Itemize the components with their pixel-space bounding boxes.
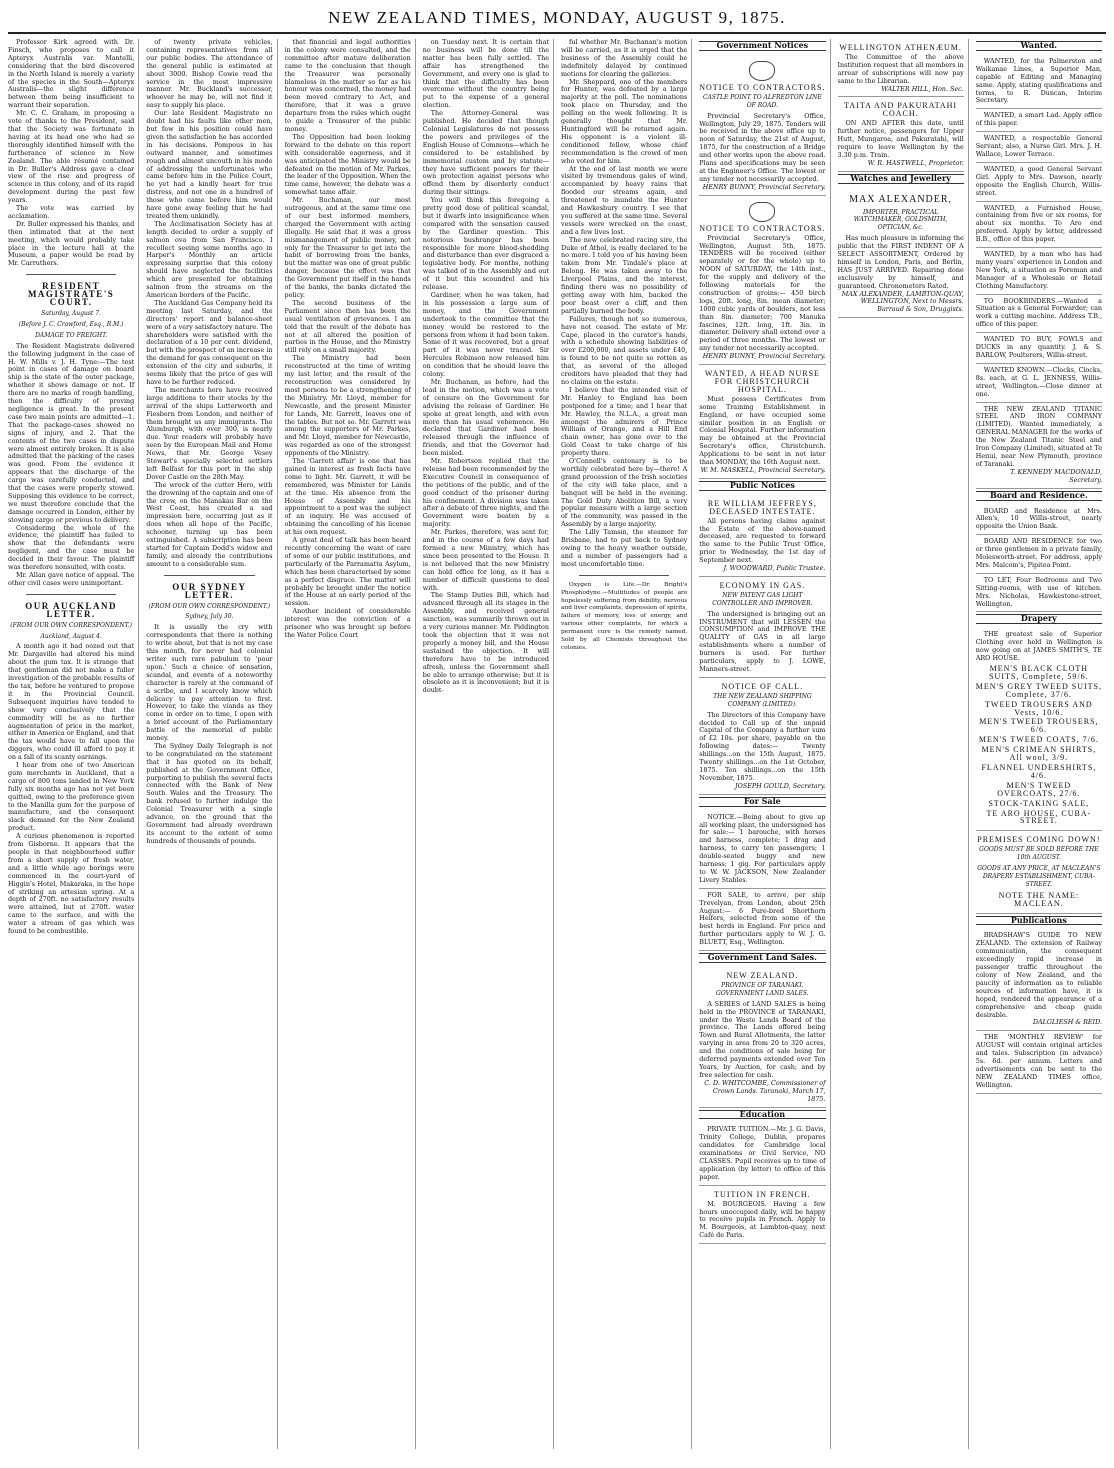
advertisement <box>699 889 825 951</box>
ad-body: FOR SALE, to arrive, per ship Trevelyan, from London, about 25th August:— 6 Pure-bred Shorthorn Heifers, selected from some of the best herds in England. For price and further particulars apply to W. J. G. BLUETT, Esq., Wellington. <box>699 890 826 947</box>
classified-ad <box>976 535 1102 574</box>
ad-item: MEN'S TWEED TROUSERS, 6/6. <box>979 717 1099 735</box>
ad-body: Must possess Certificates from some Training Establishment in England, or have occupied some similar position in an English or Colonial Hospital. Further information may be obtained at the Provincial Secretary's office, Christchurch. Applications to be sent in not later than MONDAY, the 16th August next. <box>699 394 826 467</box>
article-paragraph: The Attorney-General was published. He decided that though Colonial Legislatures do not possess the powers and privileges of the English House of Commons—which he considered to be established by immemorial custom and by statute—they have sufficient powers for their own protection against persons who offend them by disorderly conduct during their sittings. <box>422 109 549 197</box>
article-paragraph: Professor Kirk agreed with Dr. Finsch, who proposes to call it Apteryx Australis var. Mantelli, considering that the bird discovered in the North Island is merely a variety of the species in the South—Apteryx Australis—the slight difference between them being insufficient to warrant their separation. <box>8 39 135 110</box>
ad-title: NOTICE TO CONTRACTORS. <box>699 82 826 92</box>
article-paragraph: of twenty private vehicles, containing representatives from all our public bodies. The attendance of the general public is estimated at about 3000. Bishop Cowie read the service in the most impressive manner. Mr. Buckland's successor, whoever he may be, will not find it easy to supply his place. <box>146 39 273 110</box>
ad-body: The Committee of the above Institution request that all members in arrear of subscriptions will now pay same to the Librarian. <box>837 52 964 85</box>
ad-body: WANTED, for the Palmerston and Waikanae Lines, a Superior Man, capable of Editing and Managing same. Apply, stating qualifications and terms, to R. Duncan, Interim Secretary. <box>975 56 1102 105</box>
classified-ad <box>976 333 1102 364</box>
section-heading-government-notices: Government Notices <box>699 41 825 51</box>
divider <box>579 575 669 576</box>
classified-ad <box>976 403 1102 489</box>
ad-signature: HENRY BUNNY, Provincial Secretary. <box>702 182 826 191</box>
ad-title: WANTED, A HEAD NURSE FOR CHRISTCHURCH HOSPITAL. <box>704 369 820 394</box>
dateline: (Before J. C. Crawford, Esq., R.M.) <box>18 320 124 328</box>
ad-item: MEN'S TWEED COATS, 7/6. <box>978 735 1099 745</box>
classified-ad <box>976 364 1102 403</box>
ad-signature: W. R. HASTWELL, Proprietor. <box>867 158 964 167</box>
advertisement <box>699 811 825 889</box>
advertisement <box>838 39 964 97</box>
ad-subtitle: NEW PATENT GAS LIGHT CONTROLLER AND IMPROVER. <box>712 591 813 607</box>
article-paragraph: Failures, though not so numerous, have not ceased. The estate of Mr. Cape, placed in the curator's hands, with a schedule showing liabilities of over £200,000, and assets under £40, is found to be not quite so rotten as that, as several of the alleged creditors have pleaded that they had no claims on the estate. <box>561 314 688 386</box>
columns <box>8 39 1106 1449</box>
section-heading: OUR AUCKLAND LETTER. <box>25 600 117 619</box>
ad-body: ON AND AFTER this date, until further notice, passengers for Upper Hutt, Mungaroa, and Pakuratahi, will require to leave Wellington by the 3.30 p.m. Train. <box>837 119 964 159</box>
ad-body: BOARD and Residence at Mrs. Allen's, 10 Willis-street, nearly opposite the Union Bank. <box>975 506 1102 531</box>
ad-title: NEW ZEALAND. <box>726 971 799 980</box>
column-4 <box>423 39 554 1449</box>
ad-body: A SERIES of LAND SALES is being held in the PROVINCE of TARANAKI, under the Waste Lands Board of the province. The Lands offered being Town and Rural Allotments, the latter varying in area from 20 to 320 acres, and the conditions of sale being for deferred payments extended over Ten Years, by Auction, for cash; and by free selection for cash. <box>699 999 826 1079</box>
section-heading-education: Education <box>699 1110 825 1120</box>
article-paragraph: The Acclimatisation Society has at length decided to order a supply of salmon ova from San Francisco. I recollect seeing some months ago in Harper's Monthly an article expressing surprise that this colony should have neglected the facilities which are presented for obtaining salmon from the streams on the American borders of the Pacific. <box>146 219 273 299</box>
ad-body: THE greatest sale of Superior Clothing ever held in Wellington is now going on at JAMES SMITH'S, TE ARO HOUSE. <box>975 630 1102 663</box>
ad-subtitle: PROVINCE OF TARANAKI. GOVERNMENT LAND SALES. <box>716 981 809 997</box>
ad-body: THE 'MONTHLY REVIEW' for AUGUST will contain original articles and tales. Subscription (in advance) 5s. 6d. per annum. Letters and advertisements can be sent to the NEW ZEALAND TIMES office, Wellington. <box>975 1033 1102 1089</box>
article-paragraph: Another incident of considerable interest was the conviction of a prisoner who was brought up before the Water Police Court <box>284 607 411 639</box>
section-heading: RESIDENT MAGISTRATE'S COURT. <box>27 281 115 308</box>
ad-body: WANTED, a smart Lad. Apply office of this paper. <box>975 111 1102 128</box>
ad-body: GOODS MUST BE SOLD BEFORE THE 10th AUGUST. <box>979 846 1099 862</box>
column-3 <box>285 39 416 1449</box>
article-paragraph: The Opposition had been looking forward to the debate on this report with considerable eagerness, and it was anticipated the Ministry would be defeated on the motion of Mr. Parkes, the leader of the Opposition. When the time came, however, the debate was a somewhat tame affair. <box>284 132 411 197</box>
ad-signature: JOSEPH GOULD, Secretary. <box>735 781 826 790</box>
ad-body: Has much pleasure in informing the public that the FIRST INDENT OF A SELECT ASSORTMENT, Ordered by himself in London, Paris, and Berlin, HAS JUST ARRIVED. Repairing done exclusively by himself, and guaranteed. Chronometers Rated. <box>837 234 964 290</box>
article-paragraph: ful whether Mr. Buchanan's motion will be carried, as it is urged that the business of the Assembly could be indefinitely delayed by continued motions for clearing the galleries. <box>561 39 688 78</box>
ad-title: ECONOMY IN GAS. <box>719 580 806 590</box>
ad-body: TO LET, Four Bedrooms and Two Sitting-rooms, with use of kitchen. Mrs. Nicholas, Hawkestone-street, Wellington. <box>975 575 1102 608</box>
byline: (FROM OUR OWN CORRESPONDENT.) <box>10 621 132 629</box>
section-heading-publications: Publications <box>976 916 1102 926</box>
article-paragraph: The Stamp Duties Bill, which had advanced through all its stages in the Assembly, and received general sanction, was summarily thrown out in a very curious manner. Mr. Piddington took the objection that it was not properly a money bill, and the House sustained the objection. It will therefore have to be introduced afresh, unless the Government shall be able to arrange otherwise; but it is obsolete as it is inconvenient; but it is doubt- <box>422 591 549 695</box>
advertisement <box>699 577 825 678</box>
section-heading-watches: Watches and Jewellery <box>838 174 964 184</box>
ad-title: TAITA AND PAKURATAHI COACH. <box>844 101 958 119</box>
ad-body: THE NEW ZEALAND TITANIC STEEL AND IRON COMPANY (LIMITED). Wanted immediately, a GENERAL MANAGER for the works of the New Zealand Titanic Steel and Iron Company (Limited), situated at Te Henui, near New Plymouth, province of Taranaki. <box>975 404 1102 468</box>
advertisement <box>699 967 825 1108</box>
ad-note: NOTE THE NAME: MACLEAN. <box>998 890 1080 908</box>
classified-ad <box>976 295 1102 334</box>
advertisement <box>699 1186 825 1244</box>
publication-ad <box>976 1031 1102 1093</box>
article-paragraph: The 'Garrett affair' is one that has gained in interest as fresh facts have come to light. Mr. Garrett, it will be remembered, was Minister for Lands at the time. His absence from the House of Assembly and his appointment to a post was the subject of an inquiry. He was accused of obtaining the cancelling of his license at his own request. <box>284 457 411 537</box>
ad-signature: HENRY BUNNY, Provincial Secretary. <box>702 352 826 361</box>
ad-body: WANTED, a good General Servant Girl. Apply to Mrs. Dawson, nearly opposite the English Church, Willis-street. <box>975 164 1102 197</box>
advertisement <box>699 1123 825 1185</box>
column-6b <box>838 39 969 1449</box>
article-paragraph: Mr. Allan gave notice of appeal. The other civil cases were unimportant. <box>8 571 135 587</box>
classified-ad <box>976 574 1102 613</box>
ad-body: GOODS AT ANY PRICE, AT MACLEAN'S DRAPERY ESTABLISHMENT, CUBA-STREET. <box>977 865 1101 888</box>
article-paragraph: Dr. Buller expressed his thanks, and then intimated that at the next meeting, which would probably take place in the lecture hall at the Museum, a paper would be read by Mr. Carruthers. <box>8 219 135 268</box>
ad-body: Provincial Secretary's Office, Wellington, August 5th, 1875. TENDERS will be received (either separately or for the whole) up to NOON of SATURDAY, the 14th inst., for the supply and delivery of the following materials for the construction of groins:— 450 birch logs, 20ft. long, 8in. mean diameter; 1000 cubic yards of boulders, not less than 8in. diameter; 700 Manuka fascines, 12ft. long, 1ft. 3in. in diameter. Delivery shall extend over a period of three months. The lowest or any tender not necessarily accepted. <box>699 233 826 353</box>
ad-body: BOARD AND RESIDENCE for two or three gentlemen in a private family, Molesworth-street. For address, apply Mrs. Malcom's, Pipitea Point. <box>975 537 1102 569</box>
divider <box>164 575 254 576</box>
ad-body: WANTED, a Furnished House, containing from five or six rooms, for about six months. To Aro end preferred. Apply by letter, addressed B.B., office of this paper. <box>975 203 1102 244</box>
article-paragraph: Mr. Robertson replied that the release had been recommended by the Executive Council in consequence of the petitions of the public, and of the good conduct of the prisoner during his confinement. A division was taken after a debate of three nights, and the Government were beaten by a majority. <box>422 457 549 529</box>
article-paragraph: A month ago it had oozed out that Mr. Dargaville had altered his mind about the gum tax. It is strange that that gentleman did not make a fuller investigation of the probable results of the tax, before he ventured to propose it in the Provincial Council. Subsequent inquiries have tended to show very conclusively that the commodity will be as no further augmentation of price in the market, either in America or England, and that the tax would have to fall upon the diggers, who could ill afford to pay it on a fall of its scanty earnings. <box>8 642 135 762</box>
ad-item: MEN'S CRIMEAN SHIRTS, All wool, 3/9. <box>981 745 1097 763</box>
section-heading-land-sales: Government Land Sales. <box>699 953 825 963</box>
advertisement <box>699 55 825 196</box>
divider <box>26 274 116 275</box>
ad-title: NOTICE TO CONTRACTORS. <box>699 223 826 233</box>
classified-ad <box>976 132 1102 163</box>
ad-signature: W. M. MASKELL, Provincial Secretary. <box>700 465 826 474</box>
advertisement-note: Oxygen is Life.—Dr. Bright's Phosphodyne.—Multitudes of people are hopelessly suffering from debility, nervous and liver complaints, depression of spirits, failure of memory, loss of energy, and various other complaints, for which a permanent cure is the remedy named. Sold by all Chemists throughout the colonies. <box>561 581 688 651</box>
ad-body: All persons having claims against the Estate of the above-named deceased, are requested to forward the same to the Public Trust Office, prior to Wednesday, the 1st day of September next. <box>699 516 826 565</box>
ad-title: TUITION IN FRENCH. <box>714 1189 811 1199</box>
article-paragraph: Mr. Buchanan, our most outrageous, and at the same time one of our best informed members, charged the Government with acting illegally. He said that it was a gross mismanagement of public money, not only for the Treasurer to get into the habit of borrowing from the banks, but the matter was one of great public danger, because the effect was that the Government put itself in the hands of the banks, the banks dictated the policy. <box>284 196 411 299</box>
article-paragraph: Considering the whole of the evidence, the plaintiff has failed to show that the defendants were negligent, and the case must be decided in their favour. The plaintiff was therefore nonsuited, with costs. <box>8 523 135 572</box>
dateline: Sydney, July 30. <box>185 613 234 621</box>
classified-ad <box>976 248 1102 295</box>
article-paragraph: A great deal of talk has been heard recently concerning the want of care of some of our public institutions, and particularly of the Parramatta Asylum, which has been characterised by some as a perfect disgrace. The matter will probably be brought under the notice of the House at an early period of the session. <box>284 536 411 608</box>
article-paragraph: At the end of last month we were visited by tremendous gales of wind, accompanied by heavy rains that flooded our streams again, and threatened to inundate the Hunter and Hawkesbury country. I see that you suffered at the same time. Several vessels were wrecked on the coast, and a few lives lost. <box>561 164 688 236</box>
article-paragraph: It is usually the cry with correspondents that there is nothing to write about, but that is not my case this month, for never had colonial writer such rare pabulum to 'pour upon.' Such a choice of sensation, scandal, and events of a noteworthy character is rarely at the command of a scribe, and I scarcely know which delicacy to pay attention to first. However, to take the viands as they come in order on to time, I open with a brief account of the Parliamentary battle of the memorial of public money. <box>146 623 273 743</box>
newspaper-page <box>8 6 1106 1454</box>
royal-crest-icon <box>749 202 775 222</box>
article-paragraph: The Lilly Tamsin, the steamer for Brisbane, had to put back to Sydney owing to the heavy weather outside, and a number of passengers had a most uncomfortable time. <box>561 528 688 568</box>
section-heading-wanted: Wanted. <box>976 41 1102 51</box>
ad-title: MAX ALEXANDER, <box>849 193 953 205</box>
ad-item: MEN'S GREY TWEED SUITS, Complete, 37/6. <box>975 681 1102 699</box>
article-paragraph: You will think this foregoing a pretty good dose of political scandal, but it dwarfs into insignificance when compared with the sensation caused by the Gardiner question. This notorious bushranger has been responsible for more blood-shedding and disturbance than ever disgraced a legislative body. For months, nothing was talked of in the Assembly and out of it but this scoundrel and his release. <box>422 196 549 292</box>
section-heading-public-notices: Public Notices <box>699 481 825 491</box>
ad-body: Provincial Secretary's Office, Wellington, July 29, 1875. Tenders will be received in the above office up to noon of Saturday, the 21st of August, 1875, for the construction of a Bridge and other works upon the above road. Plans and specifications may be seen at the Engineer's Office. The lowest or any tender not necessarily accepted. <box>699 111 826 183</box>
royal-crest-icon <box>749 61 775 81</box>
ad-body: WANTED KNOWN.—Clocks, Clocks, 8s. each, at G. L. JENNESS, Willis-street, Wellington.—Close dinner at one. <box>975 365 1102 398</box>
column-1 <box>8 39 139 1449</box>
ad-subtitle: IMPORTER, PRACTICAL WATCHMAKER, GOLDSMITH, OPTICIAN, &c. <box>853 208 948 232</box>
classified-ad <box>976 505 1102 536</box>
article-paragraph: The Ministry had been reconstructed at the time of writing my last letter, and the result of the reconstruction was considered by most persons to be a strengthening of the Ministry. Mr. Lloyd, member for Newcastle, and the present Minister for Lands, Mr. Garrett, leaves one of the tables. But not so. Mr. Garrett was among the supporters of Mr. Parkes, and Mr. Lloyd, member for Newcastle, was regarded as one of the strongest opponents of the Ministry. <box>284 354 411 458</box>
ad-body: The undersigned is bringing out an INSTRUMENT that will LESSEN the CONSUMPTION and IMPROVE THE QUALITY of GAS in all large establishments where a number of burners is used. For further particulars, apply to J. LOWE, Manners-street. <box>699 609 826 673</box>
ad-body: The Directors of this Company have decided to Call up of the unpaid Capital of the Company a further sum of £2 10s. per share, payable on the following dates:— Twenty shillings...on the 15th August, 1875. Twenty shillings...on the 1st October, 1875. Ten shillings...on the 15th November, 1875. <box>699 710 826 782</box>
article-paragraph: The Sydney Daily Telegraph is not to be congratulated on the statement that it has quoted on its behalf, published at the Government Office, purporting to publish the several facts connected with the Bank of New South Wales and the Treasury. The bank refused to further indulge the Colonial Treasurer with a single advance, on the ground that the Government had already overdrawn its account to the extent of some hundreds of thousands of pounds. <box>146 741 273 845</box>
classified-ad <box>976 202 1102 249</box>
article-paragraph: Mr. Parkes, therefore, was sent for, and in the course of a few days had formed a new Ministry, which has since been presented to the House. It is not believed that the new Ministry can hold office for long, as it has a number of difficult questions to deal with. <box>422 528 549 592</box>
column-6 <box>699 39 830 1449</box>
ad-body: TO BOOKBINDERS.—Wanted a Situation as a General Forwarder; can work a cutting machine. Address T.B., office of this paper. <box>975 296 1102 329</box>
article-paragraph: Mr. Buchanan, as before, had the lead in the motion, which was a vote of censure on the Government for advising the release of Gardiner. He spoke at great length, and with even more than his usual vehemence. He declared that Gardiner had been released through the influence of friends, and that the Governor had been misled. <box>422 377 549 458</box>
ad-signature: MAX ALEXANDER, LAMBTON-QUAY, WELLINGTON, Next to Messrs. Barraud & Son, Druggists. <box>841 289 964 314</box>
ad-body: WANTED, by a man who has had many years' experience in London and New York, a situation as Foreman and Manager of a Wholesale or Retail Clothing Manufactory. <box>975 250 1102 290</box>
dateline: Saturday, August 7. <box>41 310 101 317</box>
ad-body: M. BOURGEOIS. Having a few hours unoccupied daily, will be happy to receive pupils in French. Apply to M. Bourgeois, at Lambton-quay, next Café de Paris. <box>699 1199 826 1240</box>
publication-ad <box>976 929 1102 1031</box>
article-paragraph: The vote was carried by acclamation. <box>8 204 135 220</box>
ad-title: RE WILLIAM JEFFREYS, DECEASED INTESTATE. <box>707 498 817 516</box>
column-2 <box>146 39 277 1449</box>
ad-item: FLANNEL UNDERSHIRTS, 4/6. <box>981 762 1097 780</box>
ad-body: NOTICE.—Being about to give up all working plant, the undersigned has for sale:— 1 barouche, with horses and harness, complete; 1 drag and harness, to carry ten passengers; 1 double-seated buggy and new harness; 1 gig. For particulars apply to W. W. JACKSON, New Zealander Livery Stables. <box>699 812 826 884</box>
article-paragraph: The wreck of the cutter Hero, with the drowning of the captain and one of the crew, on the Manakau Bar on the West Coast, has created a sad impression here, occurring just as it does when all hope of the Pacific, schooner, turning up has been extinguished. A subscription has been started for Captain Dodd's widow and family, and already the contributions amount to a considerable sum. <box>146 480 273 568</box>
classified-ad <box>976 55 1102 109</box>
masthead: NEW ZEALAND TIMES, MONDAY, AUGUST 9, 1875. <box>8 6 1106 34</box>
article-paragraph: The Resident Magistrate delivered the following judgment in the case of H. W. Mills v. J. H. Tyne:—The test point in cases of damage on board ship is the state of the outer package, whether it shows damage or not. If there are no marks of rough handling, then the difficulty of proving negligence is great. In the present case two main points are admitted—1. That the package-cases showed no signs of injury, and 2. That the contents of the two cases in dispute were almost entirely broken. It is also admitted that the packing of the cases was good. From the evidence it appears that the discharge of the cargo was carefully conducted, and that the cases were properly stowed. Supposing this evidence to be correct, we must therefore conclude that the damage occurred in London, either by stowing cargo or previous to delivery. <box>8 341 135 524</box>
column-5 <box>561 39 692 1449</box>
ad-body: PRIVATE TUITION.—Mr. J. G. Davis, Trinity College, Dublin, prepares candidates for Cambridge local examinations or Civil Service, NO CLASSES. Pupil receives up to time of application (by letter) to office of this paper. <box>699 1125 826 1181</box>
ad-item: STOCK-TAKING SALE, <box>988 798 1090 808</box>
ad-signature: C. D. WHITCOMBE, Commissioner of Crown Lands. Taranaki, March 17, 1875. <box>704 1078 826 1103</box>
byline: (FROM OUR OWN CORRESPONDENT.) <box>148 602 271 610</box>
article-paragraph: The Auckland Gas Company held its meeting last Saturday, and the directors' report and balance-sheet were of a very satisfactory nature. The shareholders were satisfied with the declaration of a 10 per cent. dividend, but with the prospect of an increase in the demand for gas consequent on the extension of the city and suburbs, it seems likely that the price of gas will have to be further reduced. <box>146 298 273 386</box>
advertisement <box>838 97 964 171</box>
drapery-ad <box>976 831 1102 913</box>
article-paragraph: The second business of the Parliament since then has been the usual ventilation of grievances. I am told that the result of the debate has not at all altered the position of parties in the House, and the Ministry still rely on a small majority. <box>284 298 411 355</box>
advertisement <box>699 196 825 365</box>
ad-title: PREMISES COMING DOWN! <box>977 835 1101 845</box>
ad-title: WELLINGTON ATHENÆUM. <box>839 43 962 52</box>
ad-body: WANTED, a respectable General Servant; also, a Nurse Girl. Mrs. J. H. Wallace, Lower Terrace. <box>975 134 1102 158</box>
ad-item: TE ARO HOUSE, CUBA-STREET. <box>986 808 1092 826</box>
section-heading-for-sale: For Sale <box>699 797 825 807</box>
classified-ad <box>976 109 1102 132</box>
ad-title: NOTICE OF CALL. <box>721 681 804 691</box>
article-paragraph: Gardiner, when he was taken, had in his possession a large sum of money, and the Government undertook to the committee that the money would be restored to the persons from whom it had been taken. Some of it was recovered, but a great part of it was never traced. Sir Hercules Robinson now released him on condition that he should leave the colony. <box>422 291 549 379</box>
ad-signature: DALGLIESH & REID. <box>1032 1018 1102 1027</box>
ad-item: MEN'S BLACK CLOTH SUITS, Complete, 59/6. <box>989 664 1089 681</box>
article-paragraph: The new celebrated racing sire, the Duke of Athol, is really declared to be no more. I told you of his having been taken from Mr. Tindale's place at Belong. He was taken away to the Liverpool Plains, and the interest, finding there was no possibility of getting away with him, backed the poor beast over a cliff, and then partially burned the body. <box>561 235 688 315</box>
article-paragraph: Mr. C. C. Graham, in proposing a vote of thanks to the President, said that the Society was fortunate in having at its head one who had so thoroughly identified himself with the furtherance of science in New Zealand. The able résumé contained in Dr. Buller's Address gave a clear view of the rise and progress of science in this colony, and of its rapid development during the past few years. <box>8 109 135 205</box>
section-heading-board: Board and Residence. <box>976 491 1102 501</box>
article-paragraph: Mr. Sheppard, one of the members for Hunter, was defeated by a large majority at the poll. The nominations took place on Thursday, and the polling on the week following. It is generally thought that Mr. Huntingford will be returned again. His opponent is a violent ill-conditioned fellow, whose chief recommendation is the crowd of men who voted for him. <box>561 77 688 165</box>
section-heading-drapery: Drapery <box>976 614 1102 624</box>
ad-item: TWEED TROUSERS AND Vests, 10/6. <box>985 699 1093 717</box>
ad-subtitle: THE NEW ZEALAND SHIPPING COMPANY (LIMITED). <box>713 692 812 708</box>
divider <box>26 594 116 595</box>
ad-signature: J. WOODWARD, Public Trustee. <box>723 564 826 573</box>
ad-subtitle: CASTLE POINT TO ALFREDTON LINE OF ROAD. <box>702 93 822 109</box>
dateline: Auckland, August 4. <box>40 632 102 640</box>
article-paragraph: on Tuesday next. It is certain that no business will be done till the matter has been fully settled. The affair has strengthened the Government, and every one is glad to think that the difficulty has been overcome without the country being put to the expense of a general election. <box>422 39 549 110</box>
advertisement <box>699 678 825 795</box>
classified-ad <box>976 163 1102 202</box>
ad-item: MEN'S TWEED OVERCOATS, 27/6. <box>997 780 1081 798</box>
drapery-ad <box>976 628 1102 831</box>
article-paragraph: Our late Resident Magistrate no doubt had his faults like other men, but few in his position could have given the satisfaction he has accorded in his decisions. Pompous in his outward manner, and sometimes rough and almost uncouth in his mode of addressing the unfortunates who came before him in the Police Court, he yet had a kindly heart for true distress, and not one in a hundred of those who came before him would have gone away feeling that he had treated them unkindly. <box>146 109 273 220</box>
article-paragraph: The merchants here have received large additions to their stocks by the arrival of the ships Lutterworth and Fiesbern from London, and neither of them brought us any immigrants. The Alumburgh, with over 300, is nearly due. Your readers will probably have seen by the European Mail and Home News, that Mr. George Vesey Stewart's specially selected settlers left Belfast for this port in the ship Dover Castle on the 28th May. <box>146 385 273 481</box>
ad-body: BRADSHAW'S GUIDE TO NEW ZEALAND. The extension of Railway communication, the consequent exceedingly rapid increase in passenger traffic throughout the colony of New Zealand, and the paucity of information as to reliable sources of information have, it is hoped, rendered the appearance of a comprehensive and cheap guide desirable. <box>975 931 1102 1019</box>
article-paragraph: I believe that the intended visit of Mr. Hanley to England has been postponed for a time; and I hear that Mr. Hawley, the N.L.A., a great man amongst the admirers of Prince William of Orange, and a Hill End chain owner, has gone over to the Gold Coast to take charge of his property there. <box>561 385 688 458</box>
ad-signature: WALTER HILL, Hon. Sec. <box>881 84 964 93</box>
article-paragraph: that financial and legal authorities in the colony were consulted, and the committee after mature deliberation came to the conclusion that though the Treasurer was personally blameless in the matter so far as his honour was concerned, the money had been moved contrary to Act, and therefore, that it was a grave departure from the rules which ought to guide a Treasurer of the public money. <box>284 39 411 133</box>
article-paragraph: I hear from one of two American gum merchants in Auckland, that a cargo of 800 tons landed in New York fully six months ago has not yet been quitted, owing to the preference given to the Manilla gum for the purpose of manufacture, and the consequent slack demand for the New Zealand product. <box>8 761 135 833</box>
article-paragraph: O'Connell's centenary is to be worthily celebrated here by—there! A grand procession of the Irish societies of the city will take place, and a banquet will be held in the evening. The Gold Duty Abolition Bill, a very popular measure with a large section of the community, was passed in the Assembly by a large majority. <box>561 457 688 529</box>
advertisement <box>838 188 964 319</box>
advertisement <box>699 365 825 479</box>
subheading: DAMAGE TO FREIGHT. <box>35 331 108 339</box>
article-paragraph: A curious phenomenon is reported from Gisborne. It appears that the people in that neighbourhood suffer from a short supply of fresh water, and a little while ago borings were commenced in the court-yard of Higgin's Hotel, Makaraka, in the hope of striking an artesian spring. At a depth of 270ft. no satisfactory results were attained, but at 270ft. water came to the surface, and with the water a stream of gas which was found to be combustible. <box>8 832 135 936</box>
advertisement <box>699 495 825 577</box>
column-7 <box>976 39 1106 1449</box>
section-heading: OUR SYDNEY LETTER. <box>172 581 247 600</box>
ad-body: WANTED TO BUY, FOWLS and DUCKS in any quantity. J. & S. BARLOW, Poulterers, Willis-street. <box>975 335 1102 359</box>
ad-signature: T. KENNEDY MACDONALD, Secretary. <box>1010 467 1102 484</box>
